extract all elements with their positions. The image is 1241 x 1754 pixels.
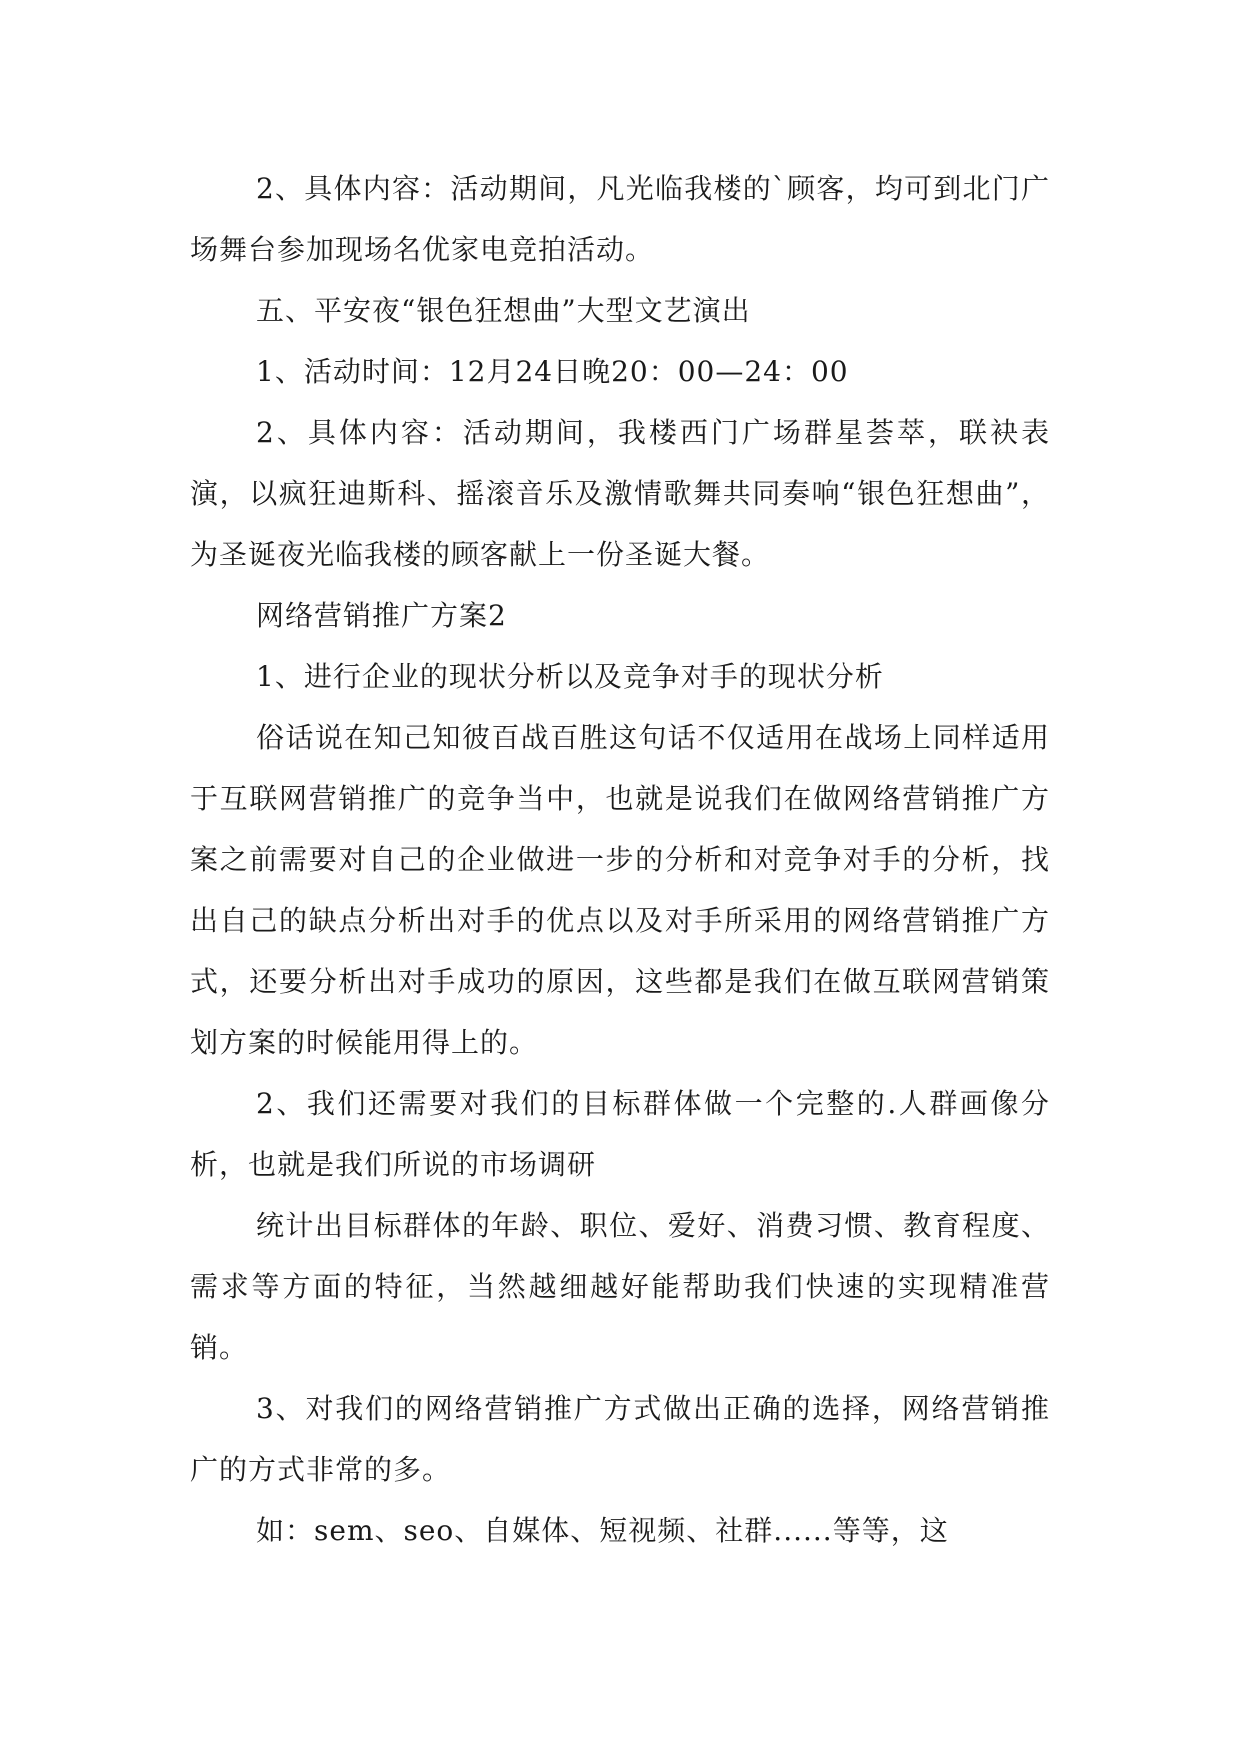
step-1-heading: 1、进行企业的现状分析以及竞争对手的现状分析 [256,660,884,693]
section-heading-christmas-eve: 五、平安夜“银色狂想曲”大型文艺演出 [256,294,751,327]
paragraph-competitor-analysis: 俗话说在知己知彼百战百胜这句话不仅适用在战场上同样适用于互联网营销推广的竞争当中，也就是说我们在做网络营销推广方案之前需要对自己的企业做进一步的分析和对竞争对手的分析，找出自己的缺点分析出对手的优点以及对手所采用的网络营销推广方式，还要分析出对手成功的原因，这些都是我们在做互联网营销策划方案的时候能用得上的。 [190,721,1050,1059]
step-2-heading: 2、我们还需要对我们的目标群体做一个完整的.人群画像分析，也就是我们所说的市场调研 [190,1087,1050,1181]
paragraph-target-audience: 统计出目标群体的年龄、职位、爱好、消费习惯、教育程度、需求等方面的特征，当然越细越好能帮助我们快速的实现精准营销。 [190,1209,1050,1364]
paragraph-activity-time: 1、活动时间：12月24日晚20：00—24：00 [256,355,849,388]
paragraph-item-content: 2、具体内容：活动期间，凡光临我楼的`顾客，均可到北门广场舞台参加现场名优家电竞拍活动。 [190,172,1050,266]
paragraph-methods: 如：sem、seo、自媒体、短视频、社群......等等，这 [256,1514,949,1547]
document-subtitle: 网络营销推广方案2 [256,599,507,632]
document-body [190,158,1050,1561]
paragraph-item-content-2: 2、具体内容：活动期间，我楼西门广场群星荟萃，联袂表演，以疯狂迪斯科、摇滚音乐及激情歌舞共同奏响“银色狂想曲”，为圣诞夜光临我楼的顾客献上一份圣诞大餐。 [190,416,1050,571]
step-3-heading: 3、对我们的网络营销推广方式做出正确的选择，网络营销推广的方式非常的多。 [190,1392,1050,1486]
